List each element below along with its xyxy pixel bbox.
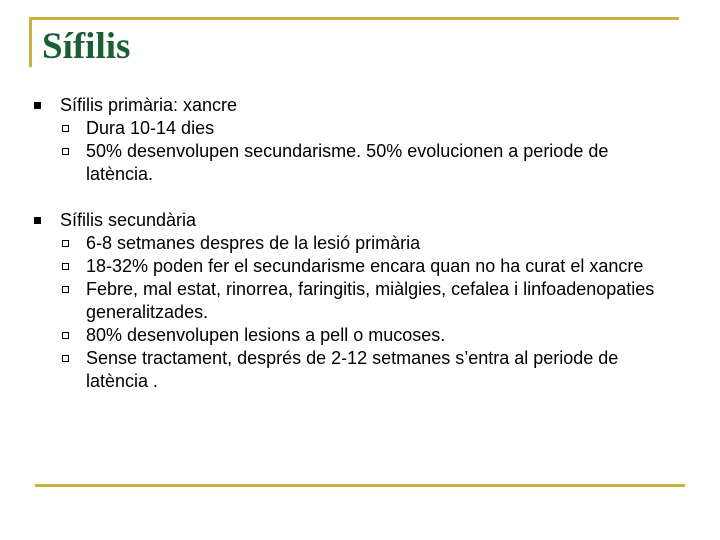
sub-item	[60, 324, 674, 347]
square-bullet-icon	[34, 102, 41, 109]
square-bullet-icon	[34, 217, 41, 224]
sub-item	[60, 347, 674, 393]
sub-item	[60, 278, 674, 324]
hollow-square-bullet-icon	[62, 263, 69, 270]
sub-item	[60, 232, 674, 255]
sub-item-text: 50% desenvolupen secundarisme. 50% evolucionen a periode de latència.	[86, 141, 609, 184]
sub-item-text: 80% desenvolupen lesions a pell o mucoses.	[86, 325, 446, 345]
left-accent-line	[29, 17, 32, 67]
slide-content	[34, 94, 674, 416]
hollow-square-bullet-icon	[62, 332, 69, 339]
hollow-square-bullet-icon	[62, 286, 69, 293]
sub-item-text: 18-32% poden fer el secundarisme encara quan no ha curat el xancre	[86, 256, 644, 276]
hollow-square-bullet-icon	[62, 355, 69, 362]
sub-list	[60, 117, 674, 186]
hollow-square-bullet-icon	[62, 148, 69, 155]
hollow-square-bullet-icon	[62, 240, 69, 247]
sub-item	[60, 140, 674, 186]
sub-item-text: 6-8 setmanes despres de la lesió primària	[86, 233, 421, 253]
sub-item-text: Sense tractament, després de 2-12 setmanes s’entra al periode de latència .	[86, 348, 619, 391]
bullet-text: Sífilis secundària	[60, 210, 197, 230]
sub-list	[60, 232, 674, 393]
top-accent-line	[29, 17, 679, 20]
bottom-accent-line	[35, 484, 685, 487]
bullet-item	[34, 209, 674, 393]
bullet-text: Sífilis primària: xancre	[60, 95, 238, 115]
sub-item-text: Dura 10-14 dies	[86, 118, 215, 138]
slide-title: Sífilis	[42, 26, 131, 67]
sub-item	[60, 255, 674, 278]
hollow-square-bullet-icon	[62, 125, 69, 132]
sub-item	[60, 117, 674, 140]
bullet-item	[34, 94, 674, 186]
sub-item-text: Febre, mal estat, rinorrea, faringitis, miàlgies, cefalea i linfoadenopaties generalitzades.	[86, 279, 655, 322]
